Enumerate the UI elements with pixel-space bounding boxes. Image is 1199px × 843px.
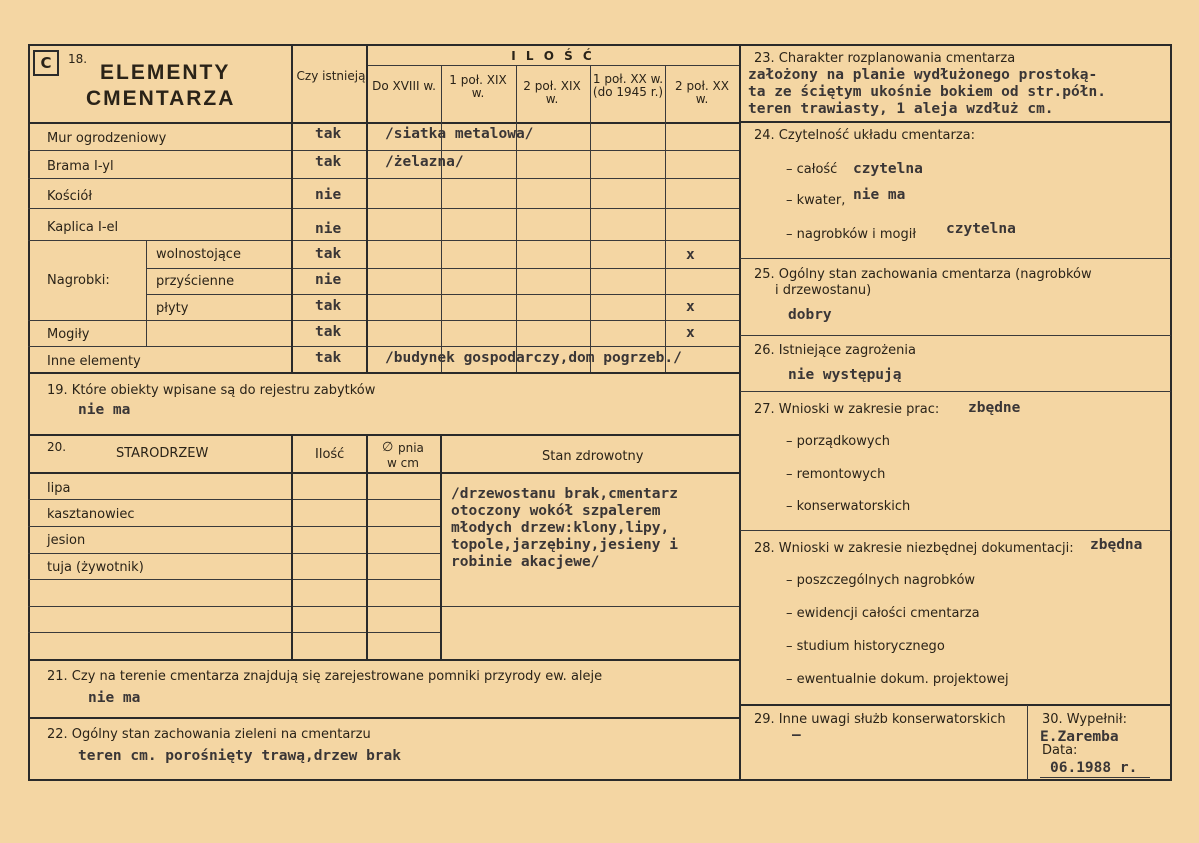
tree-kasztanowiec: kasztanowiec xyxy=(47,507,135,522)
row-wolno-label: wolnostojące xyxy=(156,247,241,262)
grid-line xyxy=(291,44,293,373)
sec29-value: – xyxy=(792,727,801,743)
sec21-label: 21. Czy na terenie cmentarza znajdują się zarejestrowane pomniki przyrody ew. aleje xyxy=(47,669,603,684)
sec28-item-ewidencji: – ewidencji całości cmentarza xyxy=(786,606,980,621)
grid-line xyxy=(146,240,147,346)
grid-line xyxy=(740,391,1171,392)
row-brama-note: /żelazna/ xyxy=(385,154,464,170)
grid-line xyxy=(740,335,1171,336)
grid-line xyxy=(590,65,591,372)
grid-line xyxy=(28,526,441,527)
col-pnia-unit: w cm xyxy=(387,456,419,470)
sec24-nagrobkow-label: – nagrobków i mogił xyxy=(786,227,917,242)
col-pnia-label: pnia xyxy=(398,441,424,455)
sec30-date: 06.1988 r. xyxy=(1050,760,1138,776)
grid-line xyxy=(28,659,739,661)
sec18-title-1: ELEMENTY xyxy=(100,61,231,84)
grid-line xyxy=(740,704,1171,706)
sec18-number: 18. xyxy=(68,52,88,66)
grid-line xyxy=(28,553,441,554)
sec21-value: nie ma xyxy=(88,690,141,706)
stan-zdrowotny-text: /drzewostanu brak,cmentarz otoczony wokół szpalerem młodych drzew:klony,lipy, topole,jarzębiny,jesieny i robinie akacjewe/ xyxy=(451,486,678,570)
row-kaplica-label: Kaplica I-el xyxy=(47,220,119,235)
grid-line xyxy=(28,346,739,347)
grid-line xyxy=(28,632,441,633)
col-2pol-xx: 2 poł. XX w. xyxy=(675,79,729,106)
sec23-value: założony na planie wydłużonego prostoką- ta ze ściętym ukośnie bokiem od str.półn. teren trawiasty, 1 aleja wzdłuż cm. xyxy=(748,67,1106,117)
sec27-item-porzadkowych: – porządkowych xyxy=(786,434,890,449)
sec19-label: 19. Które obiekty wpisane są do rejestru zabytków xyxy=(47,383,376,398)
grid-line xyxy=(440,435,442,660)
grid-line xyxy=(146,294,739,295)
row-mur-label: Mur ogrodzeniowy xyxy=(47,131,167,146)
row-nagrobki-label: Nagrobki: xyxy=(47,273,110,288)
sec23-label: 23. Charakter rozplanowania cmentarza xyxy=(754,51,1016,66)
sec20-title: STARODRZEW xyxy=(116,446,209,461)
col-exists-header: Czy istnieją xyxy=(296,69,366,83)
grid-line xyxy=(366,435,368,660)
grid-line xyxy=(367,65,739,66)
grid-line xyxy=(28,434,739,436)
sec27-item-remontowych: – remontowych xyxy=(786,467,886,482)
date-underline xyxy=(1040,777,1150,778)
sec25-label-2: i drzewostanu) xyxy=(775,283,872,298)
grid-line xyxy=(28,150,739,151)
frame-top xyxy=(28,44,1172,46)
grid-line xyxy=(366,44,368,373)
col-1pol-xix: 1 poł. XIX w. xyxy=(449,73,507,100)
frame-middle xyxy=(739,44,741,781)
sec28-item-studium: – studium historycznego xyxy=(786,639,945,654)
row-plyty-exists: tak xyxy=(315,298,342,314)
sec22-label: 22. Ogólny stan zachowania zieleni na cmentarzu xyxy=(47,727,371,742)
col-1pol-xx: 1 poł. XX w. (do 1945 r.) xyxy=(592,72,664,99)
row-kosciol-exists: nie xyxy=(315,187,342,203)
ilosc-header: I L O Ś Ć xyxy=(511,49,595,63)
frame-bottom xyxy=(28,779,1172,781)
sec19-value: nie ma xyxy=(78,402,131,418)
tree-jesion: jesion xyxy=(47,533,86,548)
sec30-label: 30. Wypełnił: xyxy=(1042,712,1127,727)
sec24-kwater-value: nie ma xyxy=(853,187,906,203)
row-przy-exists: nie xyxy=(315,272,342,288)
row-plyty-label: płyty xyxy=(156,301,189,316)
row-mur-note: /siatka metalowa/ xyxy=(385,126,534,142)
grid-line xyxy=(28,240,739,241)
col-tree-ilosc: Ilość xyxy=(315,447,345,462)
sec30-name: E.Zaremba xyxy=(1040,729,1119,745)
sec24-label: 24. Czytelność układu cmentarza: xyxy=(754,128,976,143)
row-inne-note: /budynek gospodarczy,dom pogrzeb./ xyxy=(385,350,682,366)
grid-line xyxy=(1027,705,1028,780)
sec24-calosc-label: – całość xyxy=(786,162,838,177)
col-xviii: Do XVIII w. xyxy=(372,79,436,93)
sec28-item-nagrobkow: – poszczególnych nagrobków xyxy=(786,573,976,588)
grid-line xyxy=(28,122,739,124)
row-wolno-mark: x xyxy=(686,247,695,263)
sec24-calosc-value: czytelna xyxy=(853,161,923,177)
sec24-kwater-label: – kwater, xyxy=(786,193,846,208)
sec20-number: 20. xyxy=(47,440,67,454)
frame-left xyxy=(28,44,30,781)
grid-line xyxy=(740,258,1171,259)
grid-line xyxy=(28,606,739,607)
row-plyty-mark: x xyxy=(686,299,695,315)
grid-line xyxy=(740,121,1171,123)
card-category-box: C xyxy=(33,50,59,76)
sec28-label: 28. Wnioski w zakresie niezbędnej dokumentacji: xyxy=(754,541,1074,556)
row-inne-exists: tak xyxy=(315,350,342,366)
tree-lipa: lipa xyxy=(47,481,71,496)
sec24-nagrobkow-value: czytelna xyxy=(946,221,1016,237)
tree-tuja: tuja (żywotnik) xyxy=(47,560,144,575)
row-przy-label: przyścienne xyxy=(156,274,235,289)
grid-line xyxy=(28,178,739,179)
row-wolno-exists: tak xyxy=(315,246,342,262)
row-mogily-label: Mogiły xyxy=(47,327,90,342)
sec18-title-2: CMENTARZA xyxy=(86,87,236,110)
row-kosciol-label: Kościół xyxy=(47,189,93,204)
grid-line xyxy=(28,499,441,500)
sec22-value: teren cm. porośnięty trawą,drzew brak xyxy=(78,748,402,764)
grid-line xyxy=(28,320,739,321)
sec25-value: dobry xyxy=(788,307,832,323)
sec26-label: 26. Istniejące zagrożenia xyxy=(754,343,916,358)
sec28-value: zbędna xyxy=(1090,537,1143,553)
grid-line xyxy=(516,65,517,372)
grid-line xyxy=(665,65,666,372)
grid-line xyxy=(28,717,739,719)
grid-line xyxy=(146,268,739,269)
sec27-value: zbędne xyxy=(968,400,1021,416)
sec27-label: 27. Wnioski w zakresie prac: xyxy=(754,402,940,417)
sec28-item-projektowej: – ewentualnie dokum. projektowej xyxy=(786,672,1009,687)
grid-line xyxy=(28,208,739,209)
row-mogily-mark: x xyxy=(686,325,695,341)
sec30-date-label: Data: xyxy=(1042,743,1078,758)
grid-line xyxy=(291,435,293,660)
row-kaplica-exists: nie xyxy=(315,221,342,237)
grid-line xyxy=(740,530,1171,531)
row-mogily-exists: tak xyxy=(315,324,342,340)
row-mur-exists: tak xyxy=(315,126,342,142)
sec26-value: nie występują xyxy=(788,367,902,383)
frame-right xyxy=(1170,44,1172,781)
row-brama-exists: tak xyxy=(315,154,342,170)
grid-line xyxy=(28,472,739,474)
grid-line xyxy=(28,372,739,374)
row-inne-label: Inne elementy xyxy=(47,354,141,369)
sec27-item-konserwatorskich: – konserwatorskich xyxy=(786,499,911,514)
row-brama-label: Brama I-yl xyxy=(47,159,114,174)
grid-line xyxy=(28,579,441,580)
col-2pol-xix: 2 poł. XIX w. xyxy=(523,79,581,106)
sec25-label-1: 25. Ogólny stan zachowania cmentarza (nagrobków xyxy=(754,267,1092,282)
sec29-label: 29. Inne uwagi służb konserwatorskich xyxy=(754,712,1006,727)
col-stan-zdrowotny: Stan zdrowotny xyxy=(542,449,644,464)
diameter-symbol: ∅ xyxy=(382,440,394,455)
grid-line xyxy=(441,65,442,372)
